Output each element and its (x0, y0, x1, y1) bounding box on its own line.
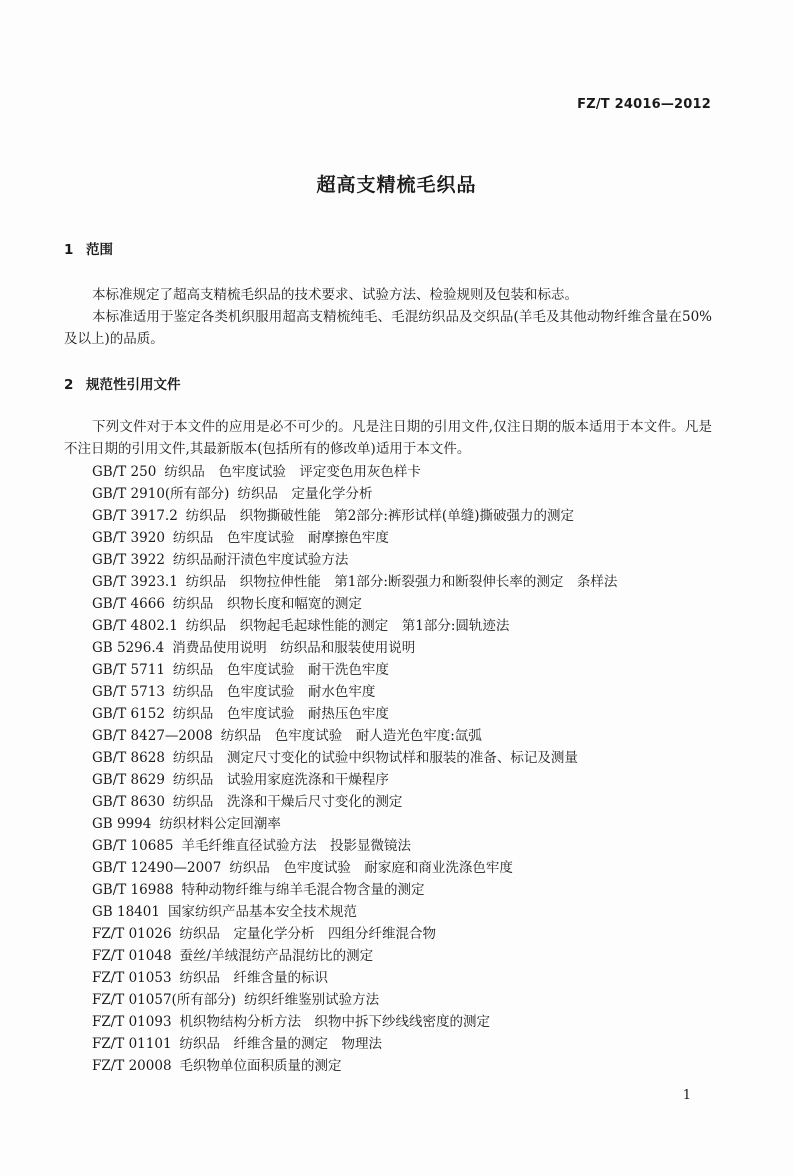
reference-title: 纺织品 色牢度试验 评定变色用灰色样卡 (164, 464, 421, 480)
reference-code: GB/T 4666 (92, 596, 165, 612)
reference-code: GB/T 250 (92, 464, 157, 480)
reference-item (92, 483, 617, 505)
reference-title: 纺织品 色牢度试验 耐摩擦色牢度 (172, 530, 389, 546)
reference-code: GB/T 5711 (92, 662, 165, 678)
reference-item (92, 835, 617, 857)
reference-title: 纺织品 定量化学分析 四组分纤维混合物 (179, 926, 437, 942)
section-number: 1 (64, 242, 74, 258)
reference-title: 纺织品 色牢度试验 耐家庭和商业洗涤色牢度 (229, 860, 513, 876)
reference-title: 纺织纤维鉴别试验方法 (244, 992, 380, 1008)
reference-item (92, 725, 617, 747)
reference-item (92, 681, 617, 703)
reference-item (92, 769, 617, 791)
reference-title: 纺织品 洗涤和干燥后尺寸变化的测定 (172, 794, 403, 810)
reference-title: 机织物结构分析方法 织物中拆下纱线线密度的测定 (179, 1014, 491, 1030)
reference-title: 纺织品 色牢度试验 耐水色牢度 (172, 684, 376, 700)
reference-code: GB/T 8629 (92, 772, 165, 788)
reference-code: FZ/T 01048 (92, 948, 172, 964)
reference-title: 纺织品 色牢度试验 耐人造光色牢度:氙弧 (220, 728, 482, 744)
standard-code: FZ/T 24016—2012 (577, 97, 711, 112)
reference-item (92, 813, 617, 835)
reference-item (92, 747, 617, 769)
paragraph: 下列文件对于本文件的应用是必不可少的。凡是注日期的引用文件,仅注日期的版本适用于本文件。凡是不注日期的引用文件,其最新版本(包括所有的修改单)适用于本文件。 (64, 419, 712, 457)
reference-title: 纺织品 试验用家庭洗涤和干燥程序 (172, 772, 389, 788)
reference-title: 纺织品 定量化学分析 (237, 486, 373, 502)
reference-item (92, 857, 617, 879)
section-number: 2 (64, 377, 74, 393)
reference-item (92, 901, 617, 923)
reference-code: GB/T 3922 (92, 552, 165, 568)
reference-code: FZ/T 01093 (92, 1014, 172, 1030)
reference-title: 消费品使用说明 纺织品和服装使用说明 (172, 640, 416, 656)
reference-item (92, 461, 617, 483)
reference-item (92, 549, 617, 571)
reference-title: 纺织品 织物撕破性能 第2部分:裤形试样(单缝)撕破强力的测定 (185, 508, 574, 524)
reference-code: GB/T 16988 (92, 882, 174, 898)
reference-code: GB/T 8427—2008 (92, 728, 213, 744)
reference-title: 特种动物纤维与绵羊毛混合物含量的测定 (181, 882, 425, 898)
reference-code: GB/T 3923.1 (92, 574, 178, 590)
section-heading-normative-references (64, 373, 181, 393)
reference-code: GB/T 12490—2007 (92, 860, 222, 876)
reference-code: GB/T 8630 (92, 794, 165, 810)
reference-code: GB/T 8628 (92, 750, 165, 766)
reference-code: GB/T 2910(所有部分) (92, 486, 230, 502)
reference-item (92, 945, 617, 967)
reference-code: GB/T 3920 (92, 530, 165, 546)
reference-title: 纺织品耐汗渍色牢度试验方法 (172, 552, 349, 568)
reference-code: GB/T 6152 (92, 706, 165, 722)
reference-title: 纺织品 色牢度试验 耐热压色牢度 (172, 706, 389, 722)
reference-code: FZ/T 01026 (92, 926, 172, 942)
reference-item (92, 879, 617, 901)
reference-code: FZ/T 01101 (92, 1036, 172, 1052)
reference-title: 蚕丝/羊绒混纺产品混纺比的测定 (179, 948, 374, 964)
reference-title: 纺织材料公定回潮率 (159, 816, 281, 832)
reference-code: FZ/T 01053 (92, 970, 172, 986)
paragraph: 本标准适用于鉴定各类机织服用超高支精梳纯毛、毛混纺织品及交织品(羊毛及其他动物纤维含量在50%及以上)的品质。 (64, 309, 712, 347)
reference-item (92, 1055, 617, 1077)
reference-code: GB 18401 (92, 904, 160, 920)
reference-title: 纺织品 测定尺寸变化的试验中织物试样和服装的准备、标记及测量 (172, 750, 578, 766)
reference-item (92, 923, 617, 945)
reference-item (92, 1011, 617, 1033)
reference-code: GB/T 5713 (92, 684, 165, 700)
reference-code: GB 5296.4 (92, 640, 165, 656)
reference-item (92, 571, 617, 593)
reference-title: 纺织品 织物拉伸性能 第1部分:断裂强力和断裂伸长率的测定 条样法 (185, 574, 618, 590)
reference-code: FZ/T 20008 (92, 1058, 172, 1074)
reference-item (92, 703, 617, 725)
reference-title: 纺织品 纤维含量的测定 物理法 (179, 1036, 383, 1052)
section-title: 规范性引用文件 (86, 377, 181, 393)
reference-code: FZ/T 01057(所有部分) (92, 992, 237, 1008)
reference-title: 纺织品 色牢度试验 耐干洗色牢度 (172, 662, 389, 678)
reference-item (92, 1033, 617, 1055)
reference-item (92, 791, 617, 813)
reference-code: GB/T 10685 (92, 838, 174, 854)
reference-code: GB 9994 (92, 816, 152, 832)
reference-item (92, 593, 617, 615)
reference-item (92, 505, 617, 527)
reference-title: 羊毛纤维直径试验方法 投影显微镜法 (181, 838, 411, 854)
reference-list (92, 461, 617, 1077)
reference-item (92, 615, 617, 637)
document-title: 超高支精梳毛织品 (316, 174, 477, 196)
reference-title: 纺织品 纤维含量的标识 (179, 970, 329, 986)
section-title: 范围 (86, 242, 113, 258)
reference-item (92, 527, 617, 549)
reference-item (92, 967, 617, 989)
paragraph: 本标准规定了超高支精梳毛织品的技术要求、试验方法、检验规则及包装和标志。 (92, 287, 578, 303)
reference-item (92, 989, 617, 1011)
reference-title: 纺织品 织物起毛起球性能的测定 第1部分:圆轨迹法 (185, 618, 510, 634)
reference-item (92, 637, 617, 659)
reference-code: GB/T 3917.2 (92, 508, 178, 524)
reference-item (92, 659, 617, 681)
section-heading-scope (64, 238, 113, 258)
reference-title: 纺织品 织物长度和幅宽的测定 (172, 596, 362, 612)
page-number: 1 (682, 1088, 691, 1103)
reference-title: 毛织物单位面积质量的测定 (179, 1058, 342, 1074)
reference-title: 国家纺织产品基本安全技术规范 (167, 904, 357, 920)
reference-code: GB/T 4802.1 (92, 618, 178, 634)
